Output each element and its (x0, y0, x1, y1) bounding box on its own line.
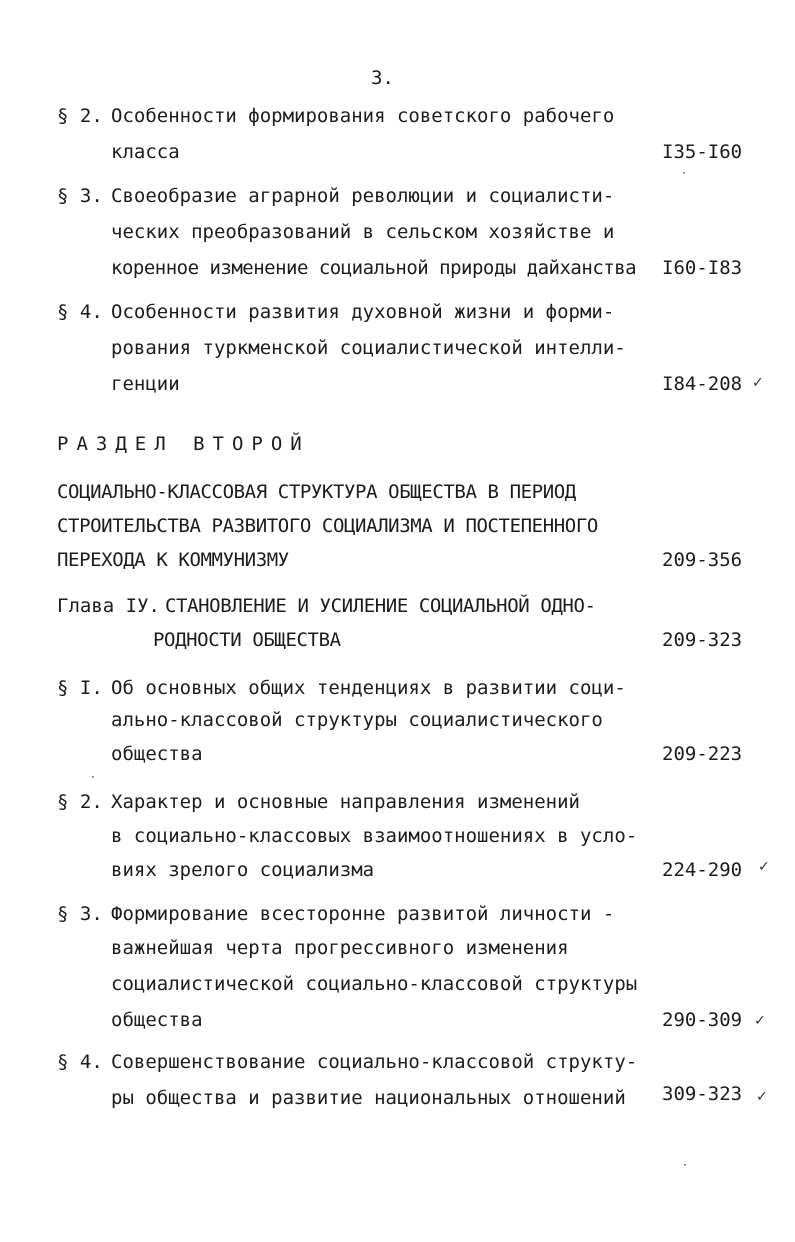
entry-pages: I35-I60 (662, 141, 743, 163)
entry-line: ческих преобразований в сельском хозяйстве и (111, 221, 615, 243)
entry-line: рования туркменской социалистической интелли- (111, 337, 626, 359)
entry-line: Об основных общих тенденциях в развитии соци- (111, 677, 626, 699)
entry-line: Формирование всесторонне развитой личности - (111, 903, 615, 925)
entry-pages: I84-208 (662, 373, 743, 395)
entry-line: Своеобразие аграрной революции и социалисти- (111, 185, 615, 207)
scan-speck (683, 172, 685, 174)
entry-number: § 4. (57, 301, 103, 323)
chapter-pages: 209-323 (662, 629, 743, 651)
chapter-label: Глава IУ. (57, 595, 160, 617)
entry-number: § 2. (57, 791, 103, 813)
entry-line: ры общества и развитие национальных отношений (111, 1087, 626, 1109)
entry-number: § I. (57, 677, 103, 699)
page-number: 3. (371, 67, 394, 89)
entry-number: § 2. (57, 105, 103, 127)
section-title-line: СОЦИАЛЬНО-КЛАССОВАЯ СТРУКТУРА ОБЩЕСТВА В ПЕРИОД (57, 481, 576, 503)
entry-pages: I60-I83 (662, 257, 743, 279)
entry-pages: 290-309 (662, 1009, 743, 1031)
chapter-title-line: РОДНОСТИ ОБЩЕСТВА (153, 629, 341, 651)
section-title-line: СТРОИТЕЛЬСТВА РАЗВИТОГО СОЦИАЛИЗМА И ПОСТЕПЕННОГО (57, 515, 598, 537)
scan-speck (684, 1164, 686, 1166)
checkmark-icon: ✓ (752, 375, 764, 391)
entry-line: генции (111, 373, 180, 395)
section-pages: 209-356 (662, 549, 743, 571)
section-title-line: ПЕРЕХОДА К КОММУНИЗМУ (57, 549, 289, 571)
entry-line: общества (111, 1009, 203, 1031)
entry-pages: 309-323 (662, 1083, 743, 1105)
checkmark-icon: ✓ (756, 1089, 768, 1105)
scan-speck (92, 776, 94, 778)
entry-line: класса (111, 141, 180, 163)
entry-pages: 209-223 (662, 743, 743, 765)
entry-line: в социально-классовых взаимоотношениях в усло- (111, 825, 638, 847)
entry-line: общества (111, 743, 203, 765)
checkmark-icon: ✓ (754, 1013, 766, 1029)
entry-number: § 3. (57, 185, 103, 207)
entry-line: важнейшая черта прогрессивного изменения (111, 937, 569, 959)
entry-number: § 3. (57, 903, 103, 925)
entry-pages: 224-290 (662, 859, 743, 881)
entry-line: виях зрелого социализма (111, 859, 375, 881)
entry-line: Особенности развития духовной жизни и форми- (111, 301, 615, 323)
entry-line: социалистической социально-классовой структуры (111, 973, 638, 995)
entry-number: § 4. (57, 1051, 103, 1073)
entry-line: ально-классовой структуры социалистического (111, 709, 603, 731)
entry-line: Характер и основные направления изменений (111, 791, 580, 813)
section-heading: РАЗДЕЛ ВТОРОЙ (57, 433, 310, 455)
entry-line: коренное изменение социальной природы дайханства (111, 257, 637, 279)
entry-line: Особенности формирования советского рабочего (111, 105, 615, 127)
chapter-title-line: СТАНОВЛЕНИЕ И УСИЛЕНИЕ СОЦИАЛЬНОЙ ОДНО- (165, 595, 596, 617)
entry-line: Совершенствование социально-классовой структу- (111, 1051, 638, 1073)
checkmark-icon: ✓ (758, 859, 770, 875)
